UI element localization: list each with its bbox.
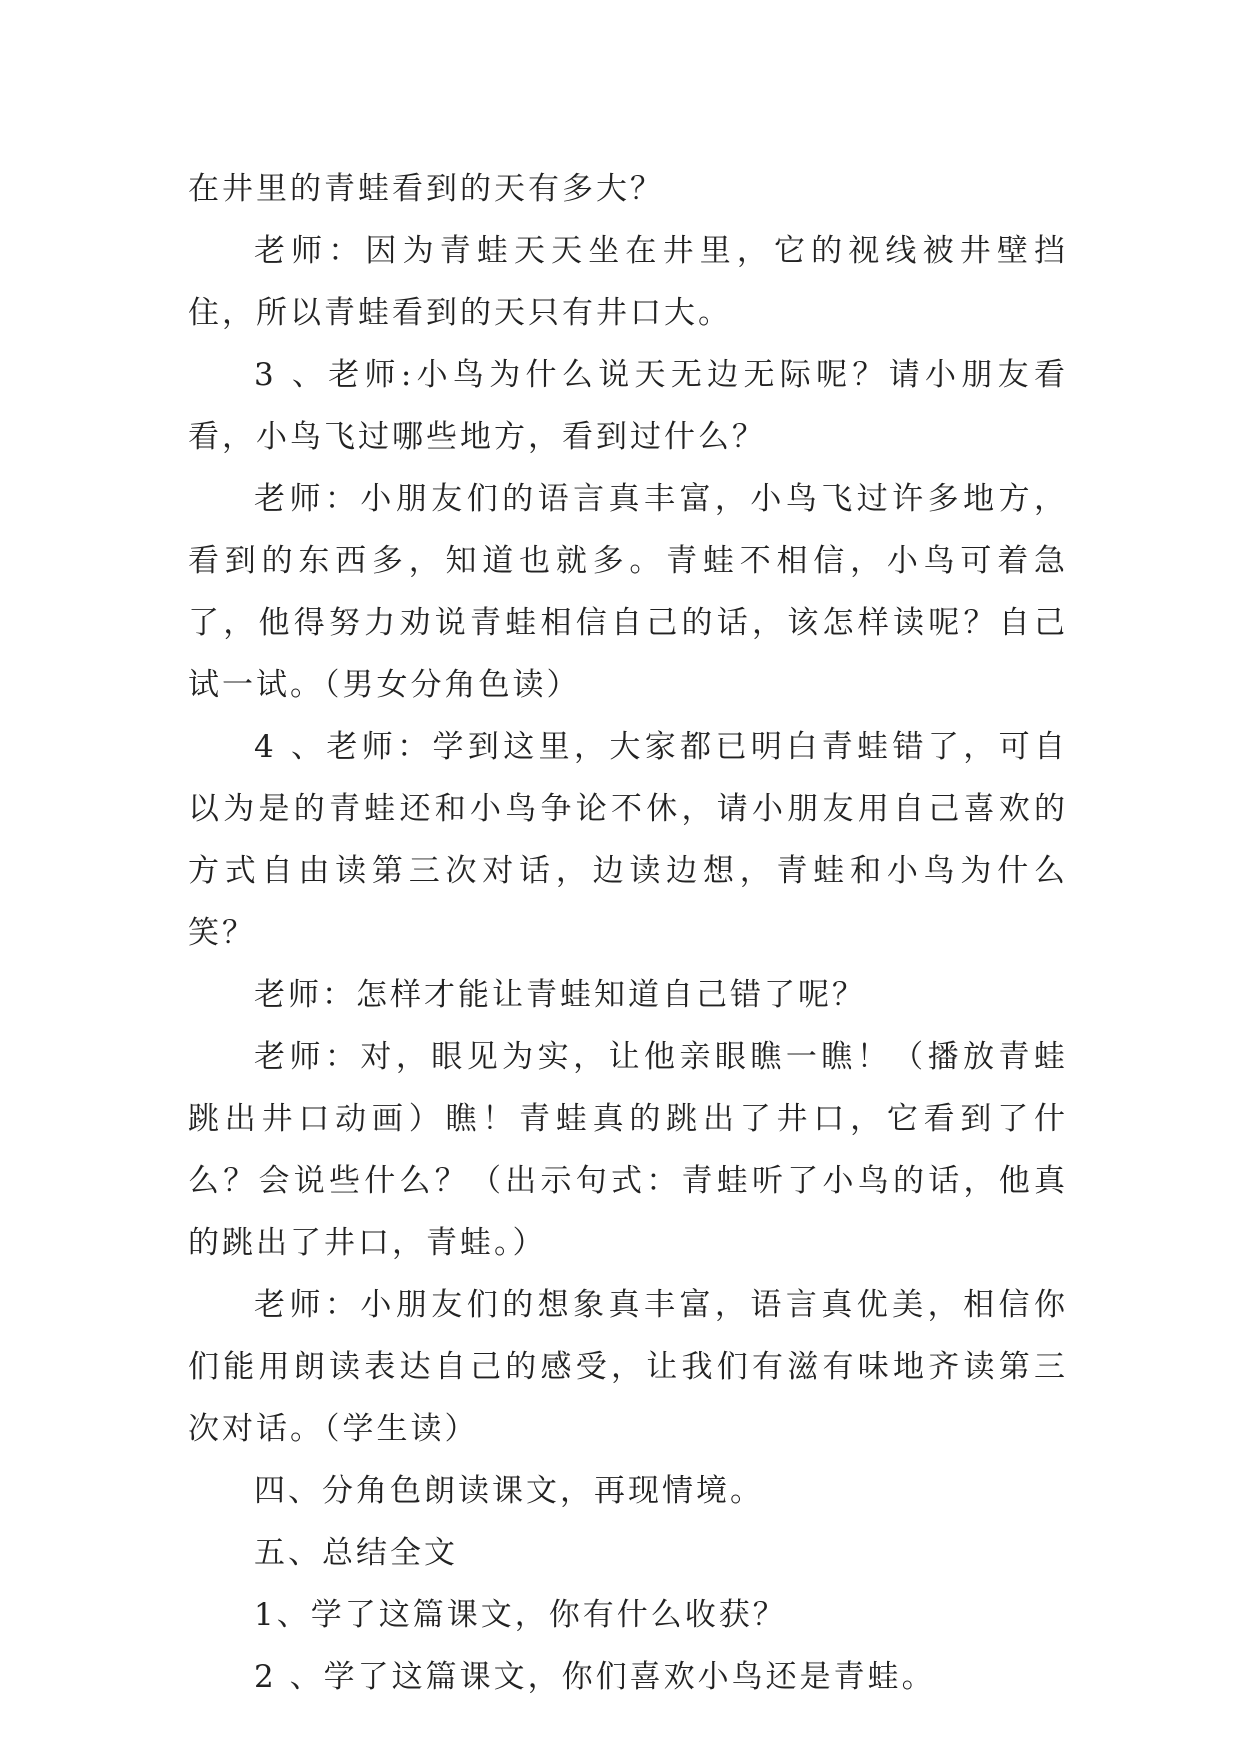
paragraph-7: 老师：对，眼见为实，让他亲眼瞧一瞧！（播放青蛙跳出井口动画）瞧！青蛙真的跳出了井口，它看到了什么？会说些什么？（出示句式：青蛙听了小鸟的话，他真的跳出了井口，青蛙。） [188,1039,1068,1261]
paragraph-6: 老师：怎样才能让青蛙知道自己错了呢？ [254,977,866,1013]
section-heading-five: 五、总结全文 [254,1535,458,1571]
paragraph-3: 3 、老师:小鸟为什么说天无边无际呢？请小朋友看看，小鸟飞过哪些地方，看到过什么？ [188,357,1068,455]
paragraph-4: 老师：小朋友们的语言真丰富，小鸟飞过许多地方，看到的东西多，知道也就多。青蛙不相信，小鸟可着急了，他得努力劝说青蛙相信自己的话，该怎样读呢？自己试一试。（男女分角色读） [188,481,1068,703]
paragraph-2: 老师：因为青蛙天天坐在井里，它的视线被井壁挡住，所以青蛙看到的天只有井口大。 [188,233,1068,331]
list-item-1: 1、学了这篇课文，你有什么收获？ [254,1597,787,1633]
section-heading-four: 四、分角色朗读课文，再现情境。 [254,1473,764,1509]
paragraph-8: 老师：小朋友们的想象真丰富，语言真优美，相信你们能用朗读表达自己的感受，让我们有滋有味地齐读第三次对话。（学生读） [188,1287,1068,1447]
paragraph-5: 4 、老师：学到这里，大家都已明白青蛙错了，可自以为是的青蛙还和小鸟争论不休，请小朋友用自己喜欢的方式自由读第三次对话，边读边想，青蛙和小鸟为什么笑？ [188,729,1068,951]
paragraph-1: 在井里的青蛙看到的天有多大？ [188,171,664,207]
list-item-2: 2 、学了这篇课文，你们喜欢小鸟还是青蛙。 [254,1659,936,1695]
document-body [188,158,1068,1708]
